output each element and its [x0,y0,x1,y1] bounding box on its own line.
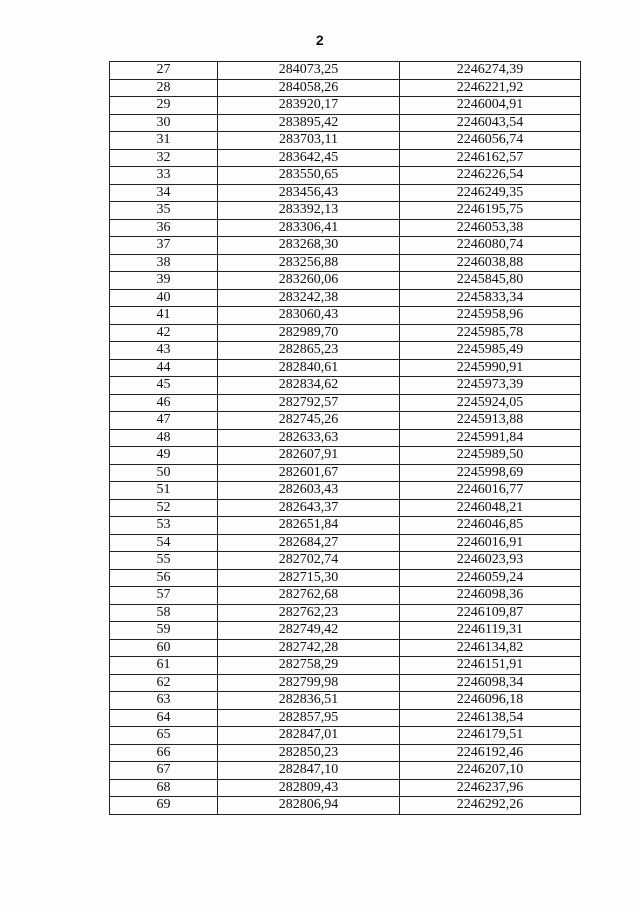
point-number-cell: 69 [110,797,218,815]
x-coordinate-cell: 282809,43 [218,779,400,797]
table-row [110,464,581,482]
table-row [110,114,581,132]
table-row [110,447,581,465]
x-coordinate-cell: 282607,91 [218,447,400,465]
point-number-cell: 41 [110,307,218,325]
point-number-cell: 48 [110,429,218,447]
point-number-cell: 47 [110,412,218,430]
point-number-cell: 39 [110,272,218,290]
table-row [110,184,581,202]
y-coordinate-cell: 2246237,96 [400,779,581,797]
y-coordinate-cell: 2246162,57 [400,149,581,167]
table-row [110,622,581,640]
y-coordinate-cell: 2246059,24 [400,569,581,587]
x-coordinate-cell: 283268,30 [218,237,400,255]
x-coordinate-cell: 282840,61 [218,359,400,377]
table-row [110,639,581,657]
x-coordinate-cell: 282799,98 [218,674,400,692]
table-row [110,552,581,570]
table-row [110,97,581,115]
table-row [110,499,581,517]
table-row [110,342,581,360]
x-coordinate-cell: 282762,23 [218,604,400,622]
y-coordinate-cell: 2246109,87 [400,604,581,622]
table-row [110,167,581,185]
point-number-cell: 38 [110,254,218,272]
y-coordinate-cell: 2246098,34 [400,674,581,692]
point-number-cell: 65 [110,727,218,745]
point-number-cell: 66 [110,744,218,762]
x-coordinate-cell: 282834,62 [218,377,400,395]
x-coordinate-cell: 282643,37 [218,499,400,517]
y-coordinate-cell: 2245924,05 [400,394,581,412]
point-number-cell: 60 [110,639,218,657]
x-coordinate-cell: 283642,45 [218,149,400,167]
point-number-cell: 55 [110,552,218,570]
x-coordinate-cell: 282702,74 [218,552,400,570]
table-row [110,359,581,377]
x-coordinate-cell: 283256,88 [218,254,400,272]
table-row [110,412,581,430]
point-number-cell: 64 [110,709,218,727]
point-number-cell: 33 [110,167,218,185]
y-coordinate-cell: 2246098,36 [400,587,581,605]
y-coordinate-cell: 2246056,74 [400,132,581,150]
y-coordinate-cell: 2246207,10 [400,762,581,780]
point-number-cell: 63 [110,692,218,710]
x-coordinate-cell: 283260,06 [218,272,400,290]
table-row [110,254,581,272]
point-number-cell: 52 [110,499,218,517]
y-coordinate-cell: 2246292,26 [400,797,581,815]
table-row [110,149,581,167]
point-number-cell: 51 [110,482,218,500]
x-coordinate-cell: 282742,28 [218,639,400,657]
y-coordinate-cell: 2246192,46 [400,744,581,762]
table-row [110,744,581,762]
x-coordinate-cell: 283306,41 [218,219,400,237]
y-coordinate-cell: 2245833,34 [400,289,581,307]
table-row [110,394,581,412]
point-number-cell: 68 [110,779,218,797]
table-row [110,517,581,535]
table-row [110,587,581,605]
x-coordinate-cell: 282847,01 [218,727,400,745]
point-number-cell: 28 [110,79,218,97]
table-row [110,674,581,692]
x-coordinate-cell: 283895,42 [218,114,400,132]
point-number-cell: 61 [110,657,218,675]
coordinates-table-body [110,62,581,815]
table-row [110,324,581,342]
x-coordinate-cell: 282850,23 [218,744,400,762]
y-coordinate-cell: 2246016,77 [400,482,581,500]
y-coordinate-cell: 2246046,85 [400,517,581,535]
table-row [110,569,581,587]
x-coordinate-cell: 282601,67 [218,464,400,482]
point-number-cell: 42 [110,324,218,342]
table-row [110,79,581,97]
x-coordinate-cell: 282989,70 [218,324,400,342]
y-coordinate-cell: 2245991,84 [400,429,581,447]
y-coordinate-cell: 2246226,54 [400,167,581,185]
x-coordinate-cell: 282603,43 [218,482,400,500]
y-coordinate-cell: 2246138,54 [400,709,581,727]
table-row [110,604,581,622]
x-coordinate-cell: 282684,27 [218,534,400,552]
y-coordinate-cell: 2245845,80 [400,272,581,290]
point-number-cell: 30 [110,114,218,132]
point-number-cell: 34 [110,184,218,202]
x-coordinate-cell: 282651,84 [218,517,400,535]
y-coordinate-cell: 2246221,92 [400,79,581,97]
point-number-cell: 40 [110,289,218,307]
table-row [110,219,581,237]
y-coordinate-cell: 2246151,91 [400,657,581,675]
point-number-cell: 31 [110,132,218,150]
table-row [110,762,581,780]
table-row [110,202,581,220]
point-number-cell: 35 [110,202,218,220]
y-coordinate-cell: 2246096,18 [400,692,581,710]
point-number-cell: 44 [110,359,218,377]
table-row [110,797,581,815]
table-row [110,727,581,745]
point-number-cell: 56 [110,569,218,587]
x-coordinate-cell: 282762,68 [218,587,400,605]
table-row [110,272,581,290]
table-row [110,482,581,500]
point-number-cell: 49 [110,447,218,465]
y-coordinate-cell: 2245913,88 [400,412,581,430]
table-row [110,307,581,325]
table-row [110,709,581,727]
table-row [110,692,581,710]
y-coordinate-cell: 2246179,51 [400,727,581,745]
point-number-cell: 67 [110,762,218,780]
y-coordinate-cell: 2246043,54 [400,114,581,132]
x-coordinate-cell: 283242,38 [218,289,400,307]
y-coordinate-cell: 2246053,38 [400,219,581,237]
x-coordinate-cell: 282749,42 [218,622,400,640]
page-number: 2 [315,32,325,48]
x-coordinate-cell: 284058,26 [218,79,400,97]
x-coordinate-cell: 282847,10 [218,762,400,780]
y-coordinate-cell: 2245989,50 [400,447,581,465]
point-number-cell: 29 [110,97,218,115]
x-coordinate-cell: 282836,51 [218,692,400,710]
x-coordinate-cell: 282745,26 [218,412,400,430]
table-row [110,779,581,797]
x-coordinate-cell: 282806,94 [218,797,400,815]
point-number-cell: 50 [110,464,218,482]
x-coordinate-cell: 283703,11 [218,132,400,150]
y-coordinate-cell: 2246249,35 [400,184,581,202]
point-number-cell: 46 [110,394,218,412]
y-coordinate-cell: 2246048,21 [400,499,581,517]
x-coordinate-cell: 282792,57 [218,394,400,412]
x-coordinate-cell: 282857,95 [218,709,400,727]
point-number-cell: 58 [110,604,218,622]
table-row [110,657,581,675]
point-number-cell: 45 [110,377,218,395]
y-coordinate-cell: 2246134,82 [400,639,581,657]
x-coordinate-cell: 282865,23 [218,342,400,360]
y-coordinate-cell: 2246195,75 [400,202,581,220]
point-number-cell: 37 [110,237,218,255]
y-coordinate-cell: 2246004,91 [400,97,581,115]
x-coordinate-cell: 283060,43 [218,307,400,325]
point-number-cell: 54 [110,534,218,552]
point-number-cell: 32 [110,149,218,167]
x-coordinate-cell: 284073,25 [218,62,400,80]
point-number-cell: 57 [110,587,218,605]
y-coordinate-cell: 2245958,96 [400,307,581,325]
y-coordinate-cell: 2246016,91 [400,534,581,552]
coordinates-table [109,61,581,815]
point-number-cell: 59 [110,622,218,640]
table-row [110,132,581,150]
y-coordinate-cell: 2245985,78 [400,324,581,342]
x-coordinate-cell: 283550,65 [218,167,400,185]
y-coordinate-cell: 2245998,69 [400,464,581,482]
table-row [110,377,581,395]
point-number-cell: 27 [110,62,218,80]
y-coordinate-cell: 2246080,74 [400,237,581,255]
y-coordinate-cell: 2245990,91 [400,359,581,377]
table-row [110,289,581,307]
table-row [110,237,581,255]
table-row [110,534,581,552]
point-number-cell: 62 [110,674,218,692]
y-coordinate-cell: 2246038,88 [400,254,581,272]
table-row [110,429,581,447]
y-coordinate-cell: 2245973,39 [400,377,581,395]
point-number-cell: 53 [110,517,218,535]
x-coordinate-cell: 283920,17 [218,97,400,115]
y-coordinate-cell: 2246119,31 [400,622,581,640]
y-coordinate-cell: 2246023,93 [400,552,581,570]
table-row [110,62,581,80]
x-coordinate-cell: 282758,29 [218,657,400,675]
y-coordinate-cell: 2246274,39 [400,62,581,80]
y-coordinate-cell: 2245985,49 [400,342,581,360]
x-coordinate-cell: 283392,13 [218,202,400,220]
point-number-cell: 43 [110,342,218,360]
x-coordinate-cell: 282633,63 [218,429,400,447]
x-coordinate-cell: 282715,30 [218,569,400,587]
point-number-cell: 36 [110,219,218,237]
x-coordinate-cell: 283456,43 [218,184,400,202]
